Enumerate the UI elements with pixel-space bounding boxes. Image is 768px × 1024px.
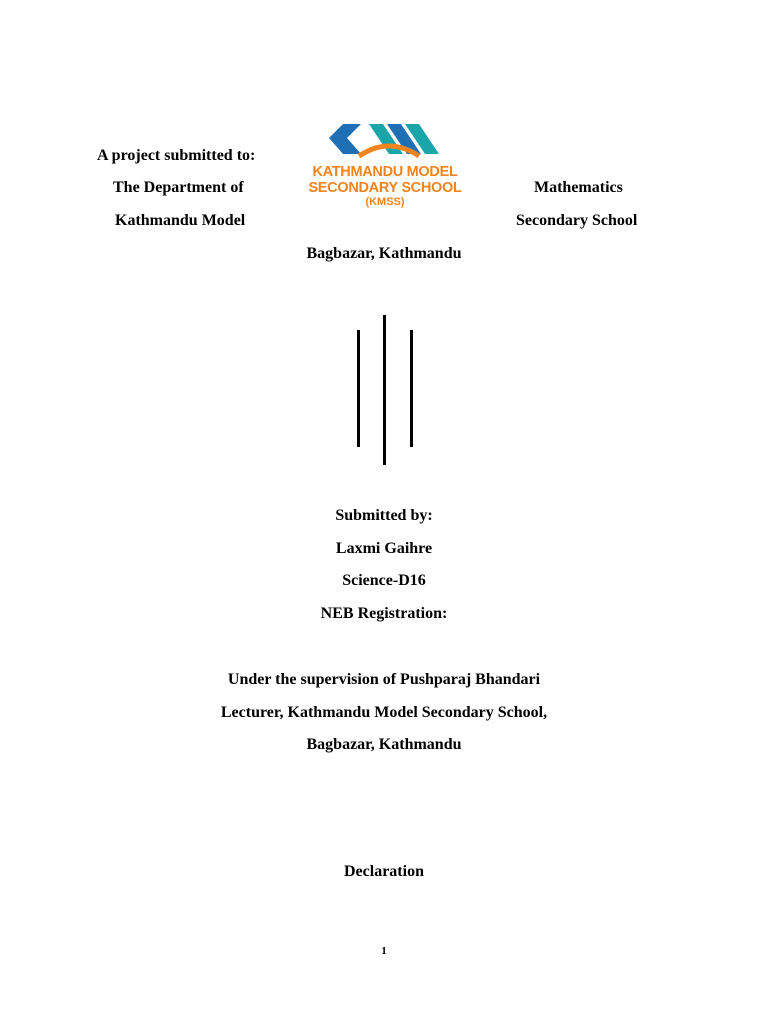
neb-registration: NEB Registration:: [320, 605, 448, 622]
supervision-line-2: Lecturer, Kathmandu Model Secondary School,: [220, 704, 548, 721]
submitted-by-label: Submitted by:: [335, 507, 433, 524]
submitted-to-heading: A project submitted to:: [97, 147, 256, 164]
decorative-bar-right: [410, 330, 413, 447]
student-name: Laxmi Gaihre: [335, 540, 433, 557]
page-number: 1: [381, 945, 387, 957]
decorative-bar-middle: [383, 315, 386, 465]
logo-line-3: (KMSS): [365, 196, 405, 208]
supervision-line-3: Bagbazar, Kathmandu: [306, 736, 462, 753]
school-logo-mark-icon: [299, 116, 471, 164]
school-logo: [299, 116, 471, 216]
supervision-line-1: Under the supervision of Pushparaj Bhandari: [227, 671, 541, 688]
logo-line-1: KATHMANDU MODEL: [312, 164, 458, 180]
student-section: Science-D16: [342, 572, 426, 589]
school-left-text: Kathmandu Model: [115, 212, 246, 229]
school-right-text: Secondary School: [516, 212, 638, 229]
logo-line-2: SECONDARY SCHOOL: [308, 180, 462, 196]
department-left-text: The Department of: [113, 179, 244, 196]
address-text: Bagbazar, Kathmandu: [306, 245, 462, 262]
declaration-heading: Declaration: [344, 863, 424, 880]
department-right-text: Mathematics: [534, 179, 623, 196]
decorative-bar-left: [357, 330, 360, 447]
